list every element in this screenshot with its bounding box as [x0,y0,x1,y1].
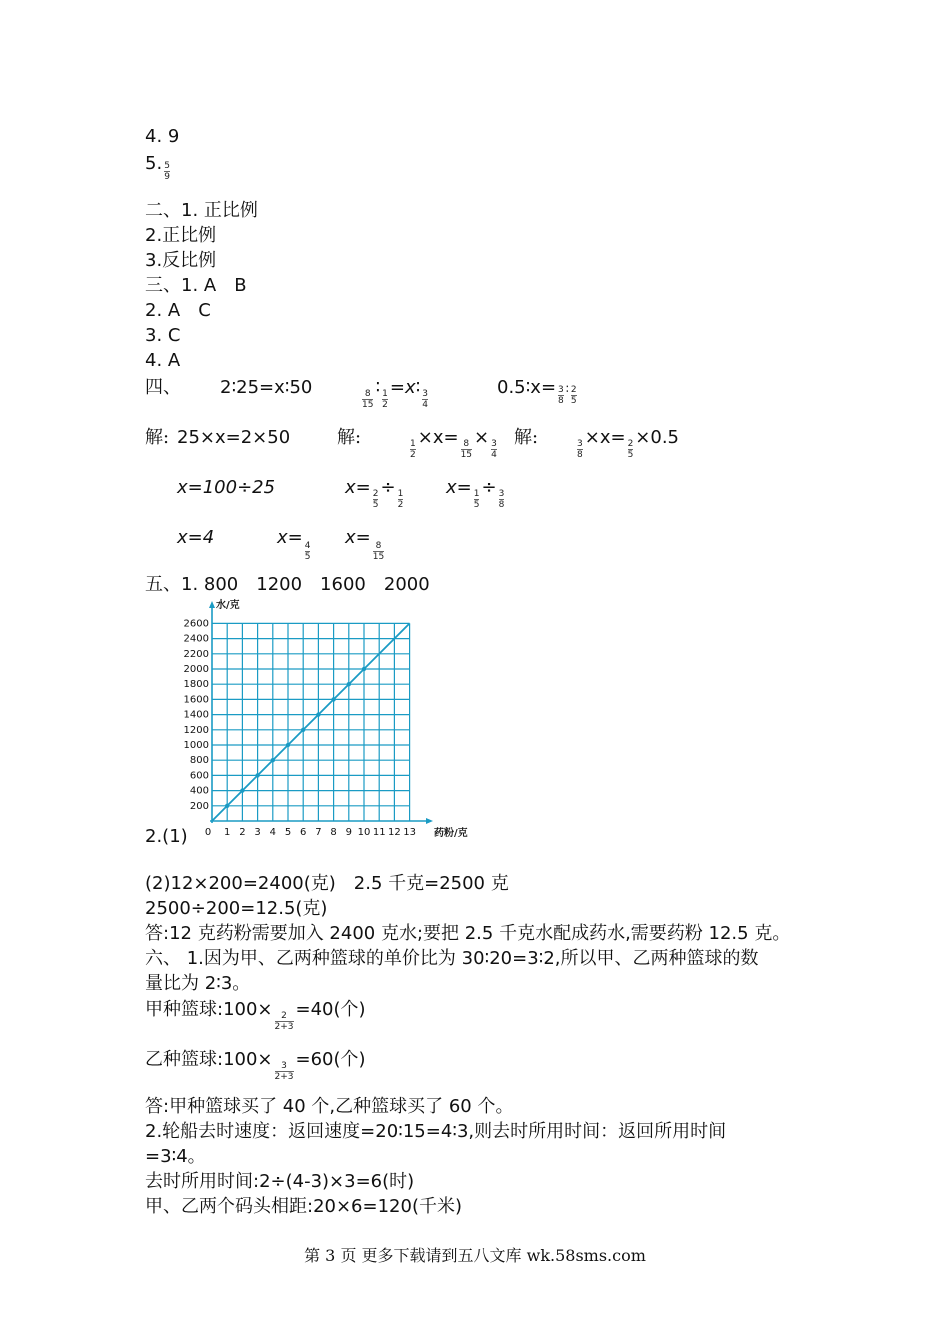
equation-2: $\frac{8}{15}$ ∶ $\frac{1}{2}$ =x∶ $\frac{3}{4}$ [362,377,429,410]
part6-line5: 答:甲种篮球买了 40 个,乙种篮球买了 60 个。 [145,1096,514,1117]
data-point [347,682,351,686]
fraction: $\frac{1}{5}$ [473,489,480,510]
line-chart [180,596,480,846]
x-tick-label: 2 [239,827,246,838]
equation-1: 2∶25=x∶50 [220,377,313,398]
fraction: $\frac{1}{2}$ [410,439,416,460]
y-tick-label: 1800 [183,679,209,691]
y-tick-label: 800 [189,755,209,767]
part6-line9: 甲、乙两个码头相距:20×6=120(千米) [145,1196,462,1217]
fraction: $\frac{2}{5}$ [627,439,634,460]
fraction: $\frac{8}{15}$ [372,541,385,562]
x-axis-label: 药粉/克 [434,828,468,839]
x-tick-label: 13 [403,827,416,838]
step-2c: x= $\frac{4}{5}$ [277,527,311,562]
equation-3: 0.5∶x= $\frac{3}{8}$ ∶ $\frac{2}{5}$ [497,377,577,406]
y-tick-label: 1200 [183,724,209,736]
part6-line6: 2.轮船去时速度：返回速度=20∶15=4∶3,则去时所用时间：返回所用时间 [145,1121,727,1142]
y-tick-label: 2400 [183,633,209,645]
x-tick-label: 7 [315,827,322,838]
y-tick-label: 2200 [183,648,209,660]
x-tick-label: 12 [388,827,401,838]
part2-line2: 2.正比例 [145,225,217,246]
part3-line3: 3. C [145,325,181,346]
x-tick-labels [205,827,416,838]
y-tick-label: 1400 [183,709,209,721]
chart-series [212,623,410,821]
part5-line4: 2500÷200=12.5(克) [145,898,328,919]
x-tick-label: 9 [345,827,352,838]
step-3a: $\frac{3}{8}$ ×x= $\frac{2}{5}$ ×0.5 [577,427,680,460]
solve-label-3: 解: [514,427,539,448]
x-tick-label: 4 [269,827,276,838]
data-point [301,728,305,732]
step-1b: x=100÷25 [177,477,276,498]
data-point [331,697,335,701]
x-tick-label: 0 [204,827,212,838]
x-tick-label: 1 [224,827,231,838]
data-point [240,788,244,792]
x-tick-label: 11 [372,827,386,838]
part2-line1: 二、1. 正比例 [145,200,258,221]
y-tick-label: 400 [189,785,209,797]
fraction: $\frac{2}{5}$ [372,489,379,510]
part2-line3: 3.反比例 [145,250,217,271]
data-point [286,743,290,747]
part5-line2: 2.(1) [145,826,188,847]
part3-line1: 三、1. A B [145,275,247,296]
part6-line7: =3∶4。 [145,1146,206,1167]
step-1c: x=4 [177,527,215,548]
answer-5 [145,153,172,182]
answer-5-prefix: 5. [145,153,163,174]
part5-line1: 五、1. 800 1200 1600 2000 [145,574,430,595]
part3-line2: 2. A C [145,300,211,321]
x-tick-label: 5 [284,827,292,838]
answer-4-9: 4. 9 [145,126,180,147]
y-tick-label: 1000 [183,740,209,751]
step-2a: $\frac{1}{2}$ ×x= $\frac{8}{15}$ × $\frac{3}{4}$ [410,427,497,460]
fraction: $\frac{3}{8}$ [498,489,505,510]
step-3b: x= $\frac{1}{5}$ ÷ $\frac{3}{8}$ [446,477,505,510]
y-tick-label: 1600 [183,694,209,706]
page-footer: 第 3 页 更多下载请到五八文库 wk.58sms.com [304,1246,646,1265]
solve-label-1: 解: [145,427,170,448]
y-axis-arrow [209,601,215,608]
fraction: $\frac{2}{5}$ [570,385,577,406]
part6-line1: 六、 1.因为甲、乙两种篮球的单价比为 30∶20=3∶2,所以甲、乙两种篮球的数 [145,948,759,969]
data-point [225,804,229,808]
part5-line5: 答:12 克药粉需要加入 2400 克水;要把 2.5 千克水配成药水,需要药粉 12.5 克。 [145,923,791,944]
fraction: $\frac{3}{8}$ [558,385,564,406]
part6-line2: 量比为 2∶3。 [145,973,251,994]
data-point [316,712,320,716]
y-axis-label: 水/克 [216,600,240,611]
data-point [362,667,366,671]
fraction: $\frac{3}{4}$ [422,389,429,410]
fraction: $\frac{4}{5}$ [304,541,311,562]
part6-line3: 甲种篮球:100× $\frac{2}{2+3}$ =40(个) [145,999,366,1032]
y-tick-label: 2000 [183,664,209,675]
part6-line8: 去时所用时间:2÷(4-3)×3=6(时) [145,1171,415,1192]
y-tick-label: 600 [189,770,209,782]
x-tick-label: 3 [254,827,261,838]
fraction: $\frac{1}{2}$ [397,489,404,510]
data-point [271,758,275,762]
fraction: $\frac{3}{2+3}$ [274,1061,294,1082]
fraction: $\frac{3}{4}$ [491,439,497,460]
fraction: $\frac{3}{8}$ [577,439,583,460]
x-tick-label: 8 [330,827,337,838]
fraction: $\frac{5}{9}$ [164,161,170,182]
x-axis-arrow [426,818,433,824]
fraction: $\frac{8}{15}$ [460,439,473,460]
part6-line4: 乙种篮球:100× $\frac{3}{2+3}$ =60(个) [145,1049,366,1082]
step-3c: x= $\frac{8}{15}$ [345,527,385,562]
fraction: $\frac{8}{15}$ [362,389,374,410]
x-tick-label: 10 [357,827,371,838]
data-point [255,773,259,777]
y-tick-label: 200 [189,800,209,812]
x-tick-label: 6 [300,827,307,838]
solve-label-2: 解: [337,427,362,448]
y-tick-label: 2600 [183,618,209,630]
fraction: $\frac{1}{2}$ [382,389,388,410]
part3-line4: 4. A [145,350,181,371]
part4-head: 四、 [145,377,181,398]
y-tick-labels [184,618,209,811]
part5-line3: (2)12×200=2400(克) 2.5 千克=2500 克 [145,873,509,894]
step-1a: 25×x=2×50 [177,427,291,448]
step-2b: x= $\frac{2}{5}$ ÷ $\frac{1}{2}$ [345,477,404,510]
fraction: $\frac{2}{2+3}$ [274,1011,294,1032]
